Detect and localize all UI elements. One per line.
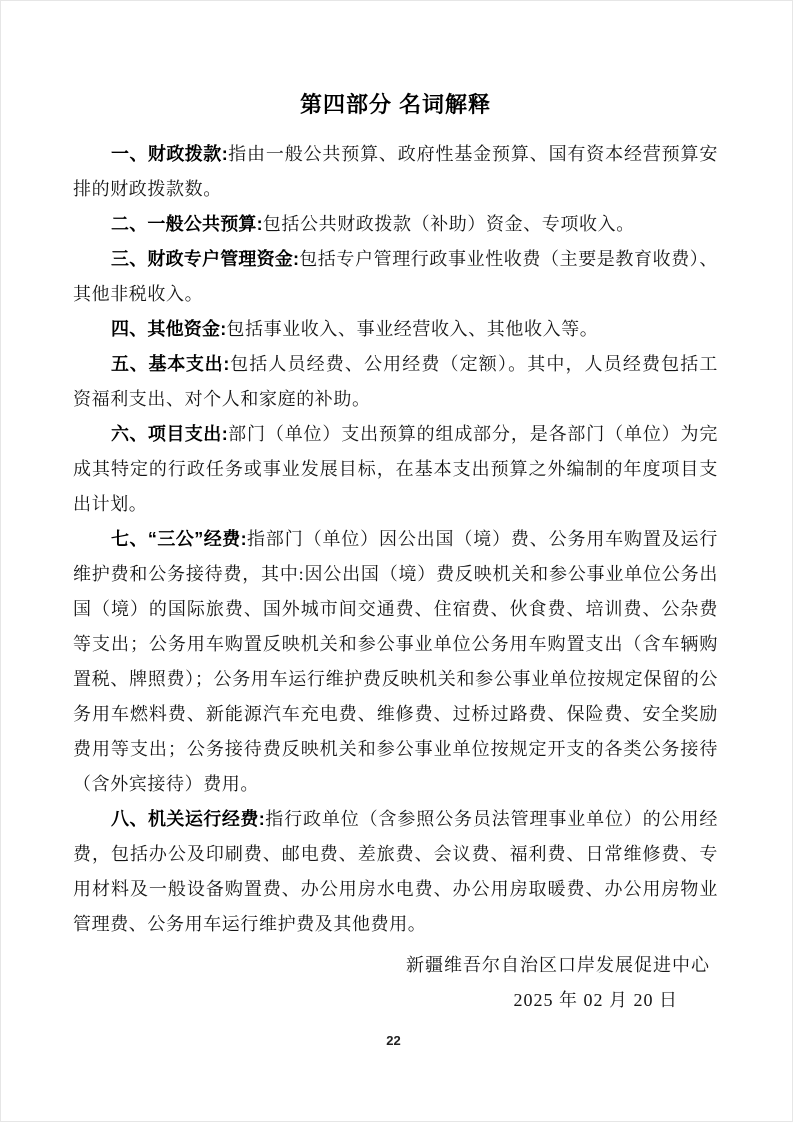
glossary-definition: 指部门（单位）因公出国（境）费、公务用车购置及运行维护费和公务接待费，其中:因公出国（境）费反映机关和参公事业单位公务出国（境）的国际旅费、国外城市间交通费、住宿费、伙食费、培训费、公杂费等支出；公务用车购置反映机关和参公事业单位公务用车购置支出（含车辆购置税、牌照费）；公务用车运行维护费反映机关和参公事业单位按规定保留的公务用车燃料费、新能源汽车充电费、维修费、过桥过路费、保险费、安全奖励费用等支出；公务接待费反映机关和参公事业单位按规定开支的各类公务接待（含外宾接待）费用。: [73, 529, 719, 794]
glossary-term: 八、机关运行经费:: [111, 809, 265, 829]
glossary-paragraph-2: [73, 207, 718, 242]
glossary-paragraph-6: [73, 417, 718, 522]
glossary-term: 五、基本支出:: [111, 354, 230, 374]
glossary-definition: 指行政单位（含参照公务员法管理事业单位）的公用经费，包括办公及印刷费、邮电费、差旅费、会议费、福利费、日常维修费、专用材料及一般设备购置费、办公用房水电费、办公用房取暖费、办公用房物业管理费、公务用车运行维护费及其他费用。: [73, 809, 718, 934]
glossary-definition: 包括公共财政拨款（补助）资金、专项收入。: [262, 214, 635, 234]
glossary-term: 四、其他资金:: [111, 319, 227, 339]
glossary-paragraph-3: [73, 242, 718, 312]
glossary-term: 六、项目支出:: [111, 424, 228, 444]
glossary-paragraph-5: [73, 347, 718, 417]
glossary-paragraph-8: [73, 802, 718, 942]
glossary-paragraph-1: [73, 137, 718, 207]
signature-date: 2025 年 02 月 20 日: [513, 990, 678, 1010]
glossary-term: 三、财政专户管理资金:: [111, 249, 300, 269]
glossary-definition: 指由一般公共预算、政府性基金预算、国有资本经营预算安排的财政拨款数。: [73, 144, 718, 199]
page-number: 22: [386, 1033, 401, 1048]
glossary-term: 七、“三公”经费:: [111, 529, 247, 549]
glossary-definition: 包括事业收入、事业经营收入、其他收入等。: [226, 319, 599, 339]
page-title: 第四部分 名词解释: [299, 92, 492, 117]
glossary-definition: 包括人员经费、公用经费（定额）。其中，人员经费包括工资福利支出、对个人和家庭的补助。: [73, 354, 718, 409]
glossary-term: 二、一般公共预算:: [111, 214, 263, 234]
glossary-paragraph-4: [73, 312, 718, 347]
signature-block: [73, 948, 718, 1018]
glossary-paragraph-7: [73, 522, 718, 802]
glossary-definition: 包括专户管理行政事业性收费（主要是教育收费）、其他非税收入。: [73, 249, 719, 304]
glossary-term: 一、财政拨款:: [111, 144, 228, 164]
signature-organization: 新疆维吾尔自治区口岸发展促进中心: [406, 955, 710, 975]
glossary-definition: 部门（单位）支出预算的组成部分，是各部门（单位）为完成其特定的行政任务或事业发展目标，在基本支出预算之外编制的年度项目支出计划。: [73, 424, 718, 514]
